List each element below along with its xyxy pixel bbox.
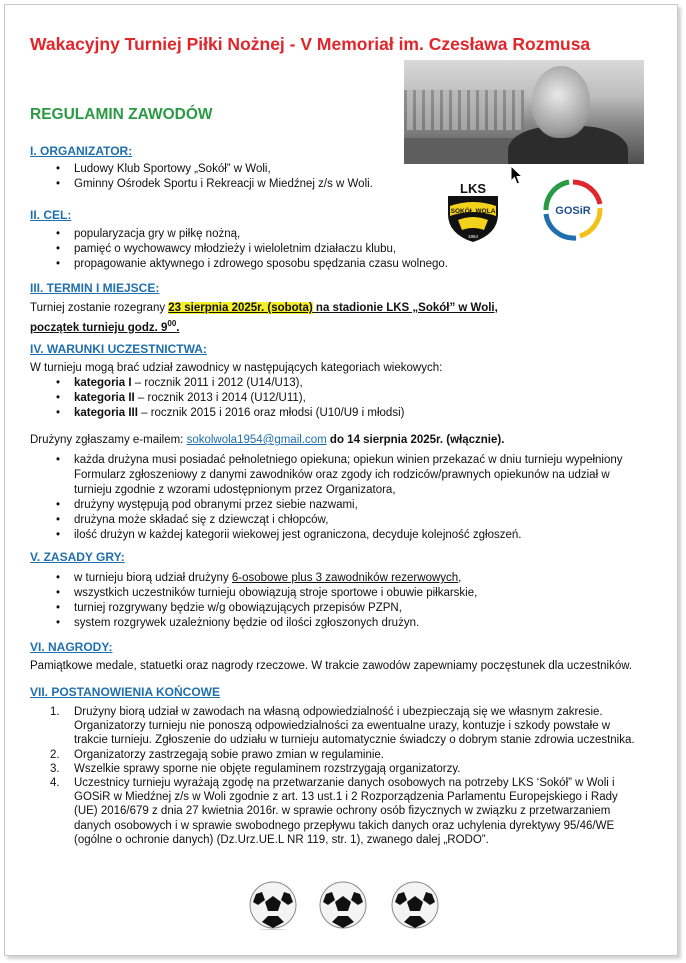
- gosir-logo: [540, 178, 606, 242]
- section-term-heading: III. TERMIN I MIEJSCE:: [30, 281, 160, 295]
- final-provisions-list: [50, 705, 640, 847]
- list-item: • pamięć o wychowawcy młodzieży i wieloletnim działaczu klubu,: [56, 242, 448, 257]
- organizer-list: [56, 162, 373, 192]
- list-item: • popularyzacja gry w piłkę nożną,: [56, 227, 448, 242]
- lks-sokol-logo: [440, 178, 506, 244]
- awards-text: Pamiątkowe medale, statuetki oraz nagrody rzeczowe. W trakcie zawodów zapewniamy poczęstunek dla uczestników.: [30, 660, 633, 672]
- list-item: • turniej rozgrywany będzie w/g obowiązujących przepisów PZPN,: [56, 601, 477, 616]
- list-item: 1. Drużyny biorą udział w zawodach na własną odpowiedzialność i ubezpieczają się we własnym zakresie. Organizatorzy turnieju nie ponoszą odpowiedzialności za ewentualne urazy, kontuzje i szkody powstałe w trakcie turnieju. Zgłoszenie do udziału w turnieju automatycznie świadczy o dobrym stanie zdrowia uczestnika.: [50, 706, 635, 747]
- term-text: Turniej zostanie rozegrany: [30, 302, 169, 314]
- list-item: • drużyny występują pod obranymi przez siebie nazwami,: [56, 498, 646, 513]
- page-title: Wakacyjny Turniej Piłki Nożnej - V Memoriał im. Czesława Rozmusa: [30, 34, 591, 54]
- list-item: • Gminny Ośrodek Sportu i Rekreacji w Miedźnej z/s w Woli.: [56, 177, 373, 192]
- lks-logo-text: LKS: [460, 181, 486, 196]
- list-item: 3. Wszelkie sprawy sporne nie objęte regulaminem rozstrzygają organizatorzy.: [50, 762, 461, 775]
- section-awards-heading: VI. NAGRODY:: [30, 640, 113, 654]
- list-item: • system rozgrywek uzależniony będzie od ilości zgłoszonych drużyn.: [56, 616, 477, 631]
- list-item: • każda drużyna musi posiadać pełnoletniego opiekuna; opiekun winien przekazać w dniu turnieju wypełniony Formularz zgłoszeniowy z danymi zawodników oraz zgody ich rodziców/prawnych opiekunów na udział w turnieju zgodnie z wzorami udostępnionym przez Organizatora,: [56, 453, 646, 498]
- section-final-heading: VII. POSTANOWIENIA KOŃCOWE: [30, 685, 221, 699]
- section-organizer-heading: I. ORGANIZATOR:: [30, 144, 133, 158]
- start-time: początek turnieju godz. $9^{00}$.: [30, 319, 180, 334]
- rules-list: [56, 571, 477, 631]
- lks-logo-year: 1954: [467, 234, 479, 239]
- memorial-photo: [404, 60, 644, 164]
- term-paragraph: [30, 301, 498, 336]
- gosir-logo-text: GOSiR: [555, 205, 591, 217]
- registration-deadline: do 14 sierpnia 2025r. (włącznie).: [326, 434, 505, 446]
- list-item: • w turnieju biorą udział drużyny 6-osobowe plus 3 zawodników rezerwowych,: [56, 571, 477, 586]
- categories-list: [56, 376, 404, 421]
- list-item: 4. Uczestnicy turnieju wyrażają zgodę na przetwarzanie danych osobowych na potrzeby LKS ‘Sokół” w Woli i GOSiR w Miedźnej z/s w Woli zgodnie z art. 13 ust.1 i 2 Rozporządzenia Parlamentu Europejskiego i Rady (UE) 2016/679 z dnia 27 kwietnia 2016r. w sprawie ochrony osób fizycznych w związku z przetwarzaniem danych osobowych i w sprawie swobodnego przepływu takich danych oraz uchylenia dyrektywy 95/46/WE (ogólne o ochronie danych) (Dz.Urz.UE.L NR 119, str. 1), zwanego dalej „RODO”.: [50, 777, 618, 846]
- list-item: • kategoria I – rocznik 2011 i 2012 (U14/U13),: [56, 376, 404, 391]
- goal-list: [56, 227, 448, 272]
- list-item: • kategoria II – rocznik 2013 i 2014 (U12/U11),: [56, 391, 404, 406]
- email-link[interactable]: sokolwola1954@gmail.com: [186, 434, 327, 446]
- conditions-list: [56, 453, 646, 543]
- section-conditions-heading: IV. WARUNKI UCZESTNICTWA:: [30, 342, 207, 356]
- section-rules-heading: V. ZASADY GRY:: [30, 550, 125, 564]
- registration-paragraph: Drużyny zgłaszamy e-mailem: sokolwola1954@gmail.com do 14 sierpnia 2025r. (włącznie).: [30, 434, 505, 446]
- football-icon: [318, 880, 368, 930]
- list-item: • drużyna może składać się z dziewcząt i chłopców,: [56, 513, 646, 528]
- lks-logo-band-text: SOKÓŁ WOLA: [450, 208, 496, 215]
- football-icon: [390, 880, 440, 930]
- tournament-date: 23 sierpnia 2025r. (sobota): [168, 302, 313, 314]
- football-icon: [248, 880, 298, 930]
- section-goal-heading: II. CEL:: [30, 208, 72, 222]
- mouse-cursor-icon: [510, 165, 524, 185]
- list-item: • propagowanie aktywnego i zdrowego sposobu spędzania czasu wolnego.: [56, 257, 448, 272]
- list-item: • kategoria III – rocznik 2015 i 2016 oraz młodsi (U10/U9 i młodsi): [56, 406, 404, 421]
- list-item: • wszystkich uczestników turnieju obowiązują stroje sportowe i obuwie piłkarskie,: [56, 586, 477, 601]
- list-item: • ilość drużyn w każdej kategorii wiekowej jest ograniczona, decyduje kolejność zgłoszeń.: [56, 528, 646, 543]
- football-decoration: [0, 880, 686, 936]
- list-item: • Ludowy Klub Sportowy „Sokół” w Woli,: [56, 162, 373, 177]
- tournament-place: na stadionie LKS „Sokół” w Woli,: [312, 302, 498, 314]
- conditions-intro: W turnieju mogą brać udział zawodnicy w następujących kategoriach wiekowych:: [30, 362, 443, 374]
- list-item: 2. Organizatorzy zastrzegają sobie prawo zmian w regulaminie.: [50, 748, 385, 761]
- regulations-heading: REGULAMIN ZAWODÓW: [30, 106, 213, 123]
